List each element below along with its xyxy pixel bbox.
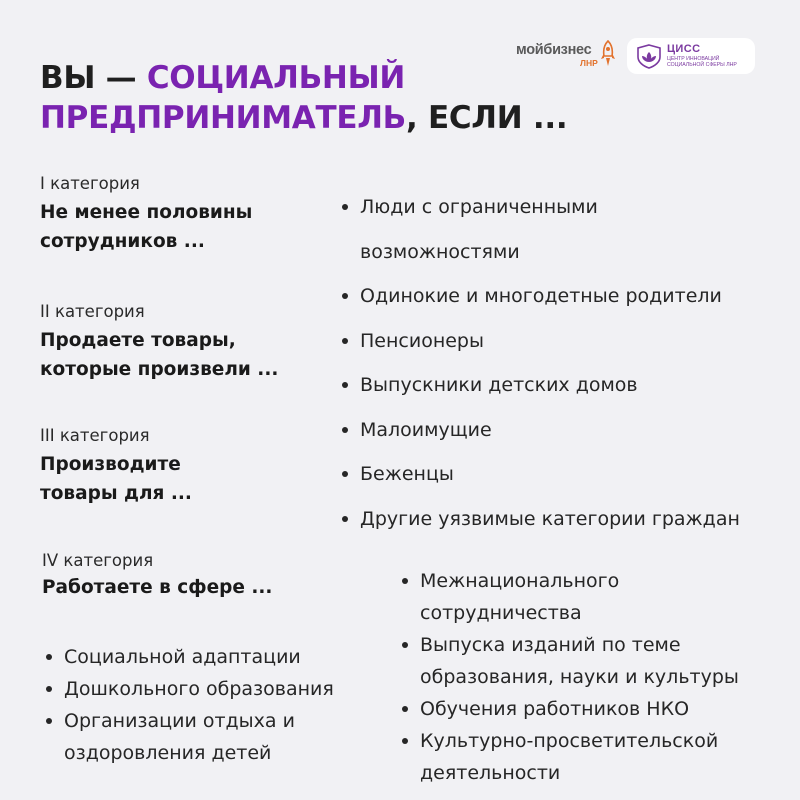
category-description: Не менее половины сотрудников ... [40,202,253,252]
list-item: Люди с ограниченными возможностями [340,185,740,274]
category-description: Продаете товары, которые произвели ... [40,330,279,380]
ciss-logo [627,38,755,74]
category-label: IV категория [42,551,154,570]
list-item: Малоимущие [340,408,740,453]
moybiznes-logo-region: ЛНР [580,58,598,68]
list-item: Межнационального сотрудничества [400,565,739,629]
list-item: Выпускники детских домов [340,363,740,408]
list-item: Одинокие и многодетные родители [340,274,740,319]
list-item: Культурно-просветительской деятельности [400,725,739,789]
ciss-logo-line2: СОЦИАЛЬНОЙ СФЕРЫ ЛНР [667,62,737,68]
category-4 [42,551,272,602]
spheres-list-right [400,565,739,789]
category-description: Работаете в сфере ... [42,577,273,598]
title-highlight-social: СОЦИАЛЬНЫЙ [146,60,406,96]
moybiznes-logo-text: мойбизнес [516,42,592,58]
list-item: Другие уязвимые категории граждан [340,497,740,542]
title-line-1: ВЫ — СОЦИАЛЬНЫЙ [40,60,406,96]
list-item: Обучения работников НКО [400,693,739,725]
vulnerable-groups-list [340,185,740,541]
category-label: II категория [40,302,145,321]
list-item: Организации отдыха и оздоровления детей [44,705,334,769]
category-1 [40,174,252,256]
category-description: Производите товары для ... [40,454,192,504]
category-2 [40,302,278,384]
category-3 [40,426,192,508]
ciss-logo-title: ЦИСС [667,43,701,55]
rocket-icon [600,40,616,70]
category-label: I категория [40,174,140,193]
category-label: III категория [40,426,150,445]
page-title [40,58,600,138]
title-highlight-entrepreneur: ПРЕДПРИНИМАТЕЛЬ [40,100,406,136]
ciss-logo-line1: ЦЕНТР ИННОВАЦИЙ [667,56,720,62]
list-item: Беженцы [340,452,740,497]
lotus-icon [635,43,663,69]
title-line-2: ПРЕДПРИНИМАТЕЛЬ, ЕСЛИ ... [40,100,568,136]
list-item: Дошкольного образования [44,673,334,705]
list-item: Социальной адаптации [44,641,334,673]
list-item: Пенсионеры [340,319,740,364]
list-item: Выпуска изданий по теме образования, науки и культуры [400,629,739,693]
spheres-list-left [44,641,334,769]
